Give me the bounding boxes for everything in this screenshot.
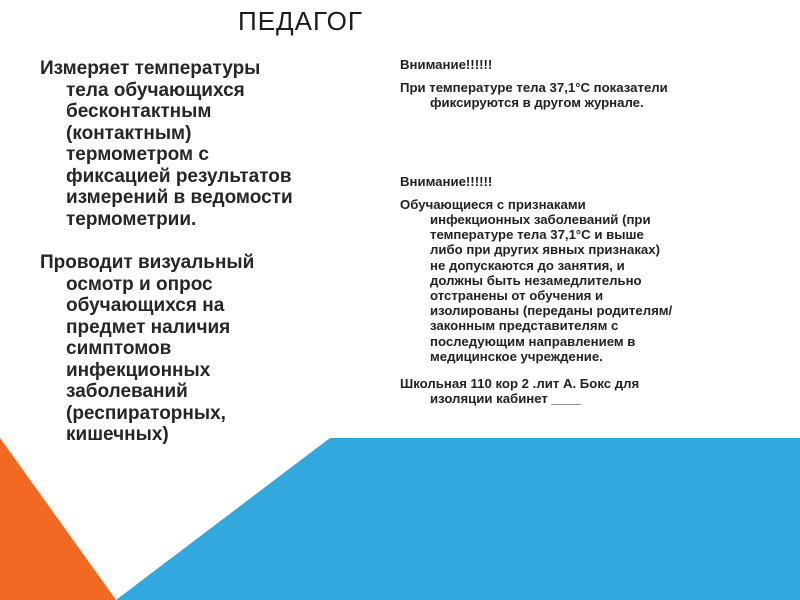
isolation-box-note: Школьная 110 кор 2 .лит А. Бокс для изоляции кабинет ____ [400,376,640,407]
orange-triangle-shape [0,438,116,600]
blue-band-shape [116,438,800,600]
slide-title: ПЕДАГОГ [238,6,363,36]
visual-inspection-paragraph: Проводит визуальный осмотр и опрос обучающихся на предмет наличия симптомов инфекционных заболеваний (респираторных, кишечных) [40,252,255,445]
attention-heading-2: Внимание!!!!!! [400,173,493,189]
attention-heading-1: Внимание!!!!!! [400,57,493,72]
left-text-column [40,58,308,446]
measure-temperature-paragraph: Измеряет температуры тела обучающихся бесконтактным (контактным) термометром с фиксацией результатов измерений в ведомости термометрии. [40,58,293,230]
exclusion-note: Обучающиеся с признаками инфекционных заболеваний (при температуре тела 37,1°С и выше либо при других явных признаках) не допускаются до занятия, и должны быть незамедлительно отстранены от обучения и изолированы (переданы родителям/законным представителям с последующим направлением в медицинское учреждение. [400,196,673,364]
temperature-note: При температуре тела 37,1°С показатели фиксируются в другом журнале. [400,80,668,111]
right-text-column [400,57,678,406]
